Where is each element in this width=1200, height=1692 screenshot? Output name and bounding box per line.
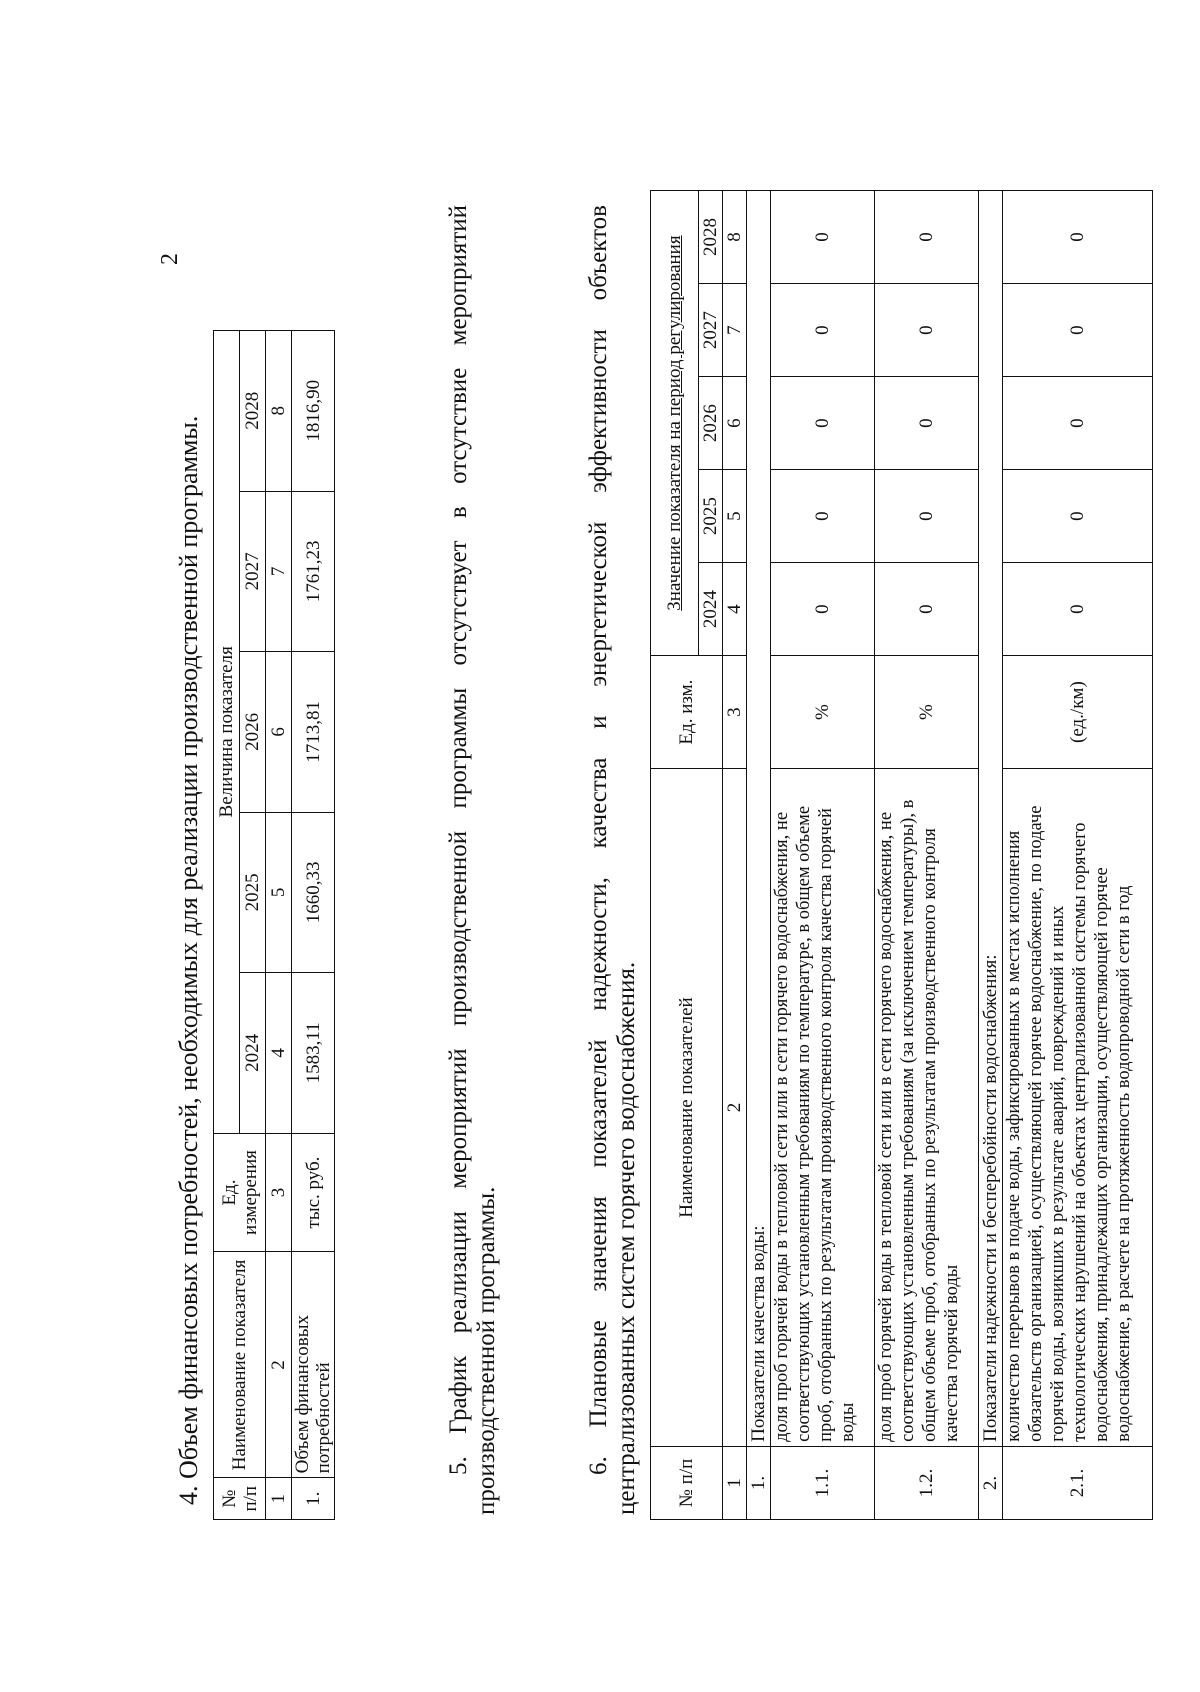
group-num: 1. <box>747 1446 771 1519</box>
column-number: 6 <box>723 377 747 470</box>
column-number: 2 <box>723 769 747 1447</box>
row-num: 1.2. <box>875 1446 979 1519</box>
group-label: Показатели надежности и бесперебойности водоснабжения: <box>979 191 1003 1447</box>
row-value: 1583,11 <box>292 973 335 1134</box>
header-year: 2026 <box>240 652 266 813</box>
header-year: 2028 <box>699 191 723 284</box>
column-number: 8 <box>723 191 747 284</box>
section-6-text: 6. Плановые значения показателей надежности, качества и энергетической эффективности объектов централизованных систем горячего водоснабжения. <box>585 205 640 1515</box>
column-number: 1 <box>723 1446 747 1519</box>
header-year: 2027 <box>240 491 266 652</box>
table-row <box>771 191 875 1520</box>
column-number: 5 <box>723 470 747 563</box>
row-value: 0 <box>771 377 875 470</box>
group-row-quality <box>747 191 771 1520</box>
column-number: 4 <box>266 973 292 1134</box>
row-unit: тыс. руб. <box>292 1133 335 1252</box>
row-value: 0 <box>1003 470 1153 563</box>
row-value: 0 <box>875 377 979 470</box>
header-year: 2025 <box>699 470 723 563</box>
row-num: 2.1. <box>1003 1446 1153 1519</box>
row-value: 0 <box>1003 563 1153 656</box>
indicators-table <box>650 190 1153 1520</box>
row-name: доля проб горячей воды в тепловой сети или в сети горячего водоснабжения, не соответствующих установленным требованиям по температуре, в общем объеме проб, отобранных по результатам производственного контроля качества горячей воды <box>771 769 875 1447</box>
header-num: № п/п <box>651 1446 723 1519</box>
financial-needs-table <box>213 330 335 1520</box>
row-value: 1816,90 <box>292 331 335 492</box>
column-number: 5 <box>266 812 292 973</box>
column-number: 4 <box>723 563 747 656</box>
row-value: 0 <box>875 563 979 656</box>
page-number: 2 <box>157 253 183 265</box>
row-value: 0 <box>771 284 875 377</box>
header-num: № п/п <box>214 1478 266 1520</box>
group-label: Показатели качества воды: <box>747 191 771 1447</box>
row-num: 1.1. <box>771 1446 875 1519</box>
table-row <box>292 331 335 1520</box>
row-value: 0 <box>1003 191 1153 284</box>
row-unit: % <box>771 656 875 769</box>
column-number: 1 <box>266 1478 292 1520</box>
header-year: 2027 <box>699 284 723 377</box>
row-num: 1. <box>292 1478 335 1520</box>
header-value-group: Значение показателя на период регулирования <box>651 191 699 656</box>
rotated-document-page <box>145 195 1134 1545</box>
header-value-group: Величина показателя <box>214 331 240 1134</box>
row-name: количество перерывов в подаче воды, зафиксированных в местах исполнения обязательств организацией, осуществляющей горячее водоснабжение, по подаче горячей воды, возникших в результате аварий, повреждений и иных технологических нарушений на объектах централизованной системы горячего водоснабжения, принадлежащих организации, осуществляющей горячее водоснабжение, в расчете на протяженность водопроводной сети в год <box>1003 769 1153 1447</box>
row-value: 0 <box>875 284 979 377</box>
column-number: 6 <box>266 652 292 813</box>
header-name: Наименование показателей <box>651 769 723 1447</box>
column-number-row <box>266 331 292 1520</box>
table-row <box>875 191 979 1520</box>
header-year: 2024 <box>240 973 266 1134</box>
header-year: 2026 <box>699 377 723 470</box>
row-value: 0 <box>771 191 875 284</box>
row-value: 1761,23 <box>292 491 335 652</box>
section-5-text: 5. График реализации мероприятий производственной программы отсутствует в отсутствие мероприятий производственной программы. <box>445 205 500 1515</box>
table-row <box>1003 191 1153 1520</box>
column-number: 3 <box>723 656 747 769</box>
row-value: 0 <box>875 470 979 563</box>
header-year: 2025 <box>240 812 266 973</box>
row-value: 0 <box>875 191 979 284</box>
header-year: 2024 <box>699 563 723 656</box>
column-number: 7 <box>723 284 747 377</box>
header-unit: Ед. измерения <box>214 1133 266 1252</box>
row-value: 0 <box>1003 284 1153 377</box>
row-value: 0 <box>1003 377 1153 470</box>
header-year: 2028 <box>240 331 266 492</box>
column-number: 8 <box>266 331 292 492</box>
header-unit: Ед. изм. <box>651 656 723 769</box>
row-value: 1713,81 <box>292 652 335 813</box>
column-number-row <box>723 191 747 1520</box>
row-value: 0 <box>771 563 875 656</box>
row-value: 0 <box>771 470 875 563</box>
group-num: 2. <box>979 1446 1003 1519</box>
group-row-reliability <box>979 191 1003 1520</box>
column-number: 7 <box>266 491 292 652</box>
column-number: 3 <box>266 1133 292 1252</box>
row-value: 1660,33 <box>292 812 335 973</box>
row-unit: % <box>875 656 979 769</box>
section-4-title: 4. Объем финансовых потребностей, необходимых для реализации производственной программы. <box>174 415 203 1505</box>
row-name: Объем финансовых потребностей <box>292 1252 335 1478</box>
column-number: 2 <box>266 1252 292 1478</box>
row-name: доля проб горячей воды в тепловой сети или в сети горячего водоснабжения, не соответствующих установленным требованиям (за исключением температуры), в общем объеме проб, отобранных по результатам производственного контроля качества горячей воды <box>875 769 979 1447</box>
header-name: Наименование показателя <box>214 1252 266 1478</box>
row-unit: (ед./км) <box>1003 656 1153 769</box>
